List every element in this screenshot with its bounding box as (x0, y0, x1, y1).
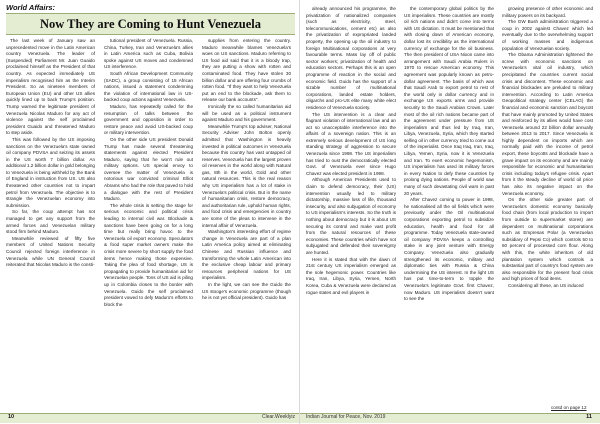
paragraph: Meanwhile reviewed of fifty five members of United Nations Security Council rejected foreign interference in Venezuela while UN General Council reiterated that Nicolas Maduro is the consti- (6, 235, 95, 268)
paragraph: After Chavez coming to power in 1998, he nationalised all the oil fields which were previously under the Oil multinational corporations exporting petrol to subsidize education, health and food for all programme. Today Venezuela state-owned oil company PDVSA keeps a controlling stake in any joint venture with Energy Company. Venezuela also gradually strengthened its economic, military and diplomatic ties with Russia & China undermining the US interest. In the light US has put time-to-term to topple the Venezuela's legitimate Govt. first Chavez, now Maduro. US imperialism doesn't want to see the (404, 197, 494, 302)
page-number-left: 10 (8, 414, 15, 420)
journal-name-right: Indian Journal for Peace, Nov. 2019 (306, 414, 386, 420)
paragraph: This was followed by the US imposing sanctions on the Venezuela's state owned oil company PDVSA and seizing its assets in the US worth 7 billion dollar. An additional 1.2 billion dollar in gold belonging to Venezuela is being withheld by the Bank of England in instruction from US. US also threatened other countries not to impart petrol from Venezuela. The objective is to strangle the Venezuelan economy into submission. (6, 136, 95, 208)
paragraph: Although American Presidents used to claim to defend democracy, their (US) intervention usually led to military dictatorship, massive loss of life, thousand insecurity, and also subjugation of economy to US imperialism's interests. So the truth is nothing about democracy but it is about US securing its control and make vast profit from the natural resources of these economies. These countries which have not subjugated and defended their sovereignty are hunted. (306, 177, 396, 255)
text-column-left-2 (104, 38, 193, 412)
text-column-left-3 (202, 38, 291, 412)
text-column-right-1 (306, 6, 396, 410)
paragraph: On the other side greater part of Venezuela's domestic economy basically food chain (from local production to import from outside to supermarket stores) are dependent on multinational corporations such as Empresas Polar (a Venezuelan subsidiary of Pepsi Co) which controls 50 to 60 percent of processed corn flour. Along with this, the white inheritors of old plantation system which controls a substantial part of country's food system are also responsible for the present food crisis and high prices of food items. (502, 197, 593, 282)
paragraph: growing presence of other economic and military powers on its backyard. (502, 6, 593, 18)
journal-name-left: Clear.Weeklyiz (262, 414, 295, 420)
paragraph: The Obama Administration tightened the screw with economic sanctions on Venezuela's vital oil industry, which precipitated the countries current social crisis and discontent. These economic and financial blockades are preluded to military intervention. According to Latin America Geopolitical strategy center (CELAG) the financial and economic sanction and boycott that have mainly promoted by United States and reinforced by its allies would have cost Venezuela around 22 billion dollar annually between 2013 to 2017. Since Venezuela is highly dependent on imports which are normally paid with the income of petrol export, these boycotts and blockade have a grave impact on its economy and are mainly responsible for economic and humanitarian crisis including today's refugee crisis. Apart from it the steady decline of world oil price has also its negative impact on the Venezuela economy. (502, 52, 593, 196)
paragraph: The whole crisis is setting the stage for serious economic and political crisis leading to internal civil war. Blockade & sanctions have been going on for a long time but really bring havoc to the Venezuela oil export economy. Speculators & food super market owners make the crisis more severe by short supply the food items hence making those expensive. Taking the plea of food shortage, US is propagating to provide humanitarian aid for Venezuelan people. Tons of US aid is piling up in Colombia closes to the border with Venezuela. Guido the self proclaimed president vowed to defy Maduro's efforts to block the (104, 202, 193, 307)
title-band (6, 13, 295, 35)
continued-link[interactable]: contd on page 12 (551, 405, 587, 410)
page-number-right: 11 (586, 414, 592, 420)
paragraph: the contemporary global politics by the US imperialism. These countries are mostly oil rich nations and didn't come into terms with US dictation. It must be mentioned that with closing down of American economy, dollar lost its credibility as the international currency of exchange for the oil business. The then president of USA Nixon came into arrangement with Saudi Arabia Rulers in 1970 to rescue American economy. This agreement was popularly known as petro-dollar agreement. The basis of which was that Saudi Arab to export petrol to rest of the world only in dollar currency and in exchange US exports arms and provide security to the Saudi Arabian Crown. Later most of the oil rich nations became part of the agreement under pressure from US imperialism and thus led by Iraq, Iran, Libya, Venezuela, Syria, which they started selling oil in other currency tried to come out of the imperialist. Once Iraq Iraq, Iran, Iraq, Libya, Yemen, Syria, now it is Venezuela and Iran. To exert economic hegemonism, US imperialism has used its military forces in every Nation to defy these countries by prolong dying nations. People of world saw many of such devastating civil wars in past 20 years. (404, 6, 494, 196)
paragraph: Washington's interesting effort of regime change in Venezuela are part of a plan Latin America policy aimed at eliminating Chinese and Russian influence and transforming the whole Latin American into the exclusive cheap labour and primary resources peripheral nations for US imperialism. (202, 229, 291, 281)
paragraph: The US intervention is a clear and flagrant violation of international law and an act so unacceptable interference into the affairs of a sovereign nation. This is an extremely serious development of US long standing strategy of aggression to secure Venezuela since 1998. The US imperialism has tried to oust the democratically elected Govt. of Venezuela ever since Hugo Chavez was elected president in 1998. (306, 111, 396, 176)
paragraph: already announced his programme, the privatization of nationalized companies (such as electricity, steel, telecommunications, cement etc) as also the privatization of expropriated landed property, the opening up the oil industry to foreign Multinational corporations at very favourable terms. Mass lay off of public sector workers; privatization of health and education sectors. Perhaps this is an open programme of reaction in the social and economic field. Guido has the support of a sizable number of multinational corporations, landed estate holders, oligarchs and pro-US elite many white elect residence of Venezuela society. (306, 6, 396, 110)
paragraph: supplies from entering the country. Maduro meanwhile blames Venezuela's woes on US sanctions. Maduro referring to US food aid said that it is a bloody trap, they are putting a show with rotten and contaminated food. They have stolen 30 billion dollar and are offering four crumbs of rotten food. "If they want to help Venezuela put an end to the blockade, ask them to release our bank accounts". (202, 38, 291, 103)
paragraph: The last week of January saw an unprecedented move in the Latin American country Venezuela. The leader of (Suspended) Parliament Mr. Juan Guaido proclaimed himself as the President of that country. As expected immediately US imperialism recognised him as the Interim President. So as nineteen members of European Union (EU) and other US allies quickly lined up to back Trump's position. Trump warned the legitimate president of Venezuela Nicolas Maduro for any act of violence against the self proclaimed president Guaido and threatened Maduro to step aside. (6, 38, 95, 136)
paragraph: Ironically the so called humanitarian aid will be used as a political instrument against Maduro and his government. (202, 103, 291, 123)
section-tag: World Affairs: (6, 3, 56, 12)
paragraph: The GW Bush administration triggered a coup in 2002 against Chavez which led eventually due to the overwhelming support of working masses and indigenous population of Venezuelan society. (502, 19, 593, 51)
paragraph: On the other side US president Donald Trump has made several threatening statements against elected President Maduro, saying that he won't rule out military options. US special envoy to oversee the matter of Venezuela is notorious war convicted criminal Elliot Abrams who had the role that paved to hold a dialogue with the rest of President Maduro. (104, 136, 193, 202)
article-title: Now They are Coming to Hunt Venezuela (39, 17, 262, 31)
text-column-left-1 (6, 38, 95, 412)
paragraph: So far, the coup attempt has not managed to get any support from the armed forces and Venezuelan military stood firm behind Maduro. (6, 209, 95, 235)
paragraph: Here it is stated that with the dawn of 21st century US imperialism emerged as the sole hegemonic power. Countries like Iraq, Iran, Libya, Syria, Yemen, North Korea, Cuba & Venezuela were declared as rogue states and evil players in (306, 256, 396, 295)
text-column-right-2 (404, 6, 494, 410)
paragraph: Meanwhile Trump's top adviser, National Security Adviser John Bolton openly admitted that Washington is heavily invested in political outcomes in Venezuela because this country has vast untapped oil reserves. Venezuela has the largest proven oil reserves in the world along with Natural gas, 8th in the world, Gold and other natural resources. This is the real reason why US imperialism has a lot of stake in Venezuela's political crisis. But in the name of humanitarian crisis, restore democracy, and authoritarian rule, uphold human rights, and food crisis and emergencies in country are some of the pleas to intervene in the internal affair of Venezuela. (202, 123, 291, 228)
paragraph: In the light, we can see the Guido the US stooge's economic programme (though he is not yet official president). Guido has (202, 281, 291, 301)
paragraph: Considering all these, an US induced (508, 282, 584, 288)
paragraph: tutional president of Venezuela. Russia, China, Turkey, Iran and Venezuela's allies in Latin America such as Cuba, Bolivia spoke against US moves and condemned US interference. (104, 38, 193, 70)
footer-bar-left (0, 413, 300, 423)
paragraph: South African Development Community (SADC), a group consisting of 15 African nations, issued a statement condemning the violation of international law in US-backed coup actions against Venezuela. (104, 70, 193, 103)
text-column-right-3 (502, 6, 593, 410)
paragraph: Maduro, has repeatedly called for the resumption of talks between the government and opposition in order to restore peace and avoid US-backed coup or military intervention. (104, 103, 193, 136)
